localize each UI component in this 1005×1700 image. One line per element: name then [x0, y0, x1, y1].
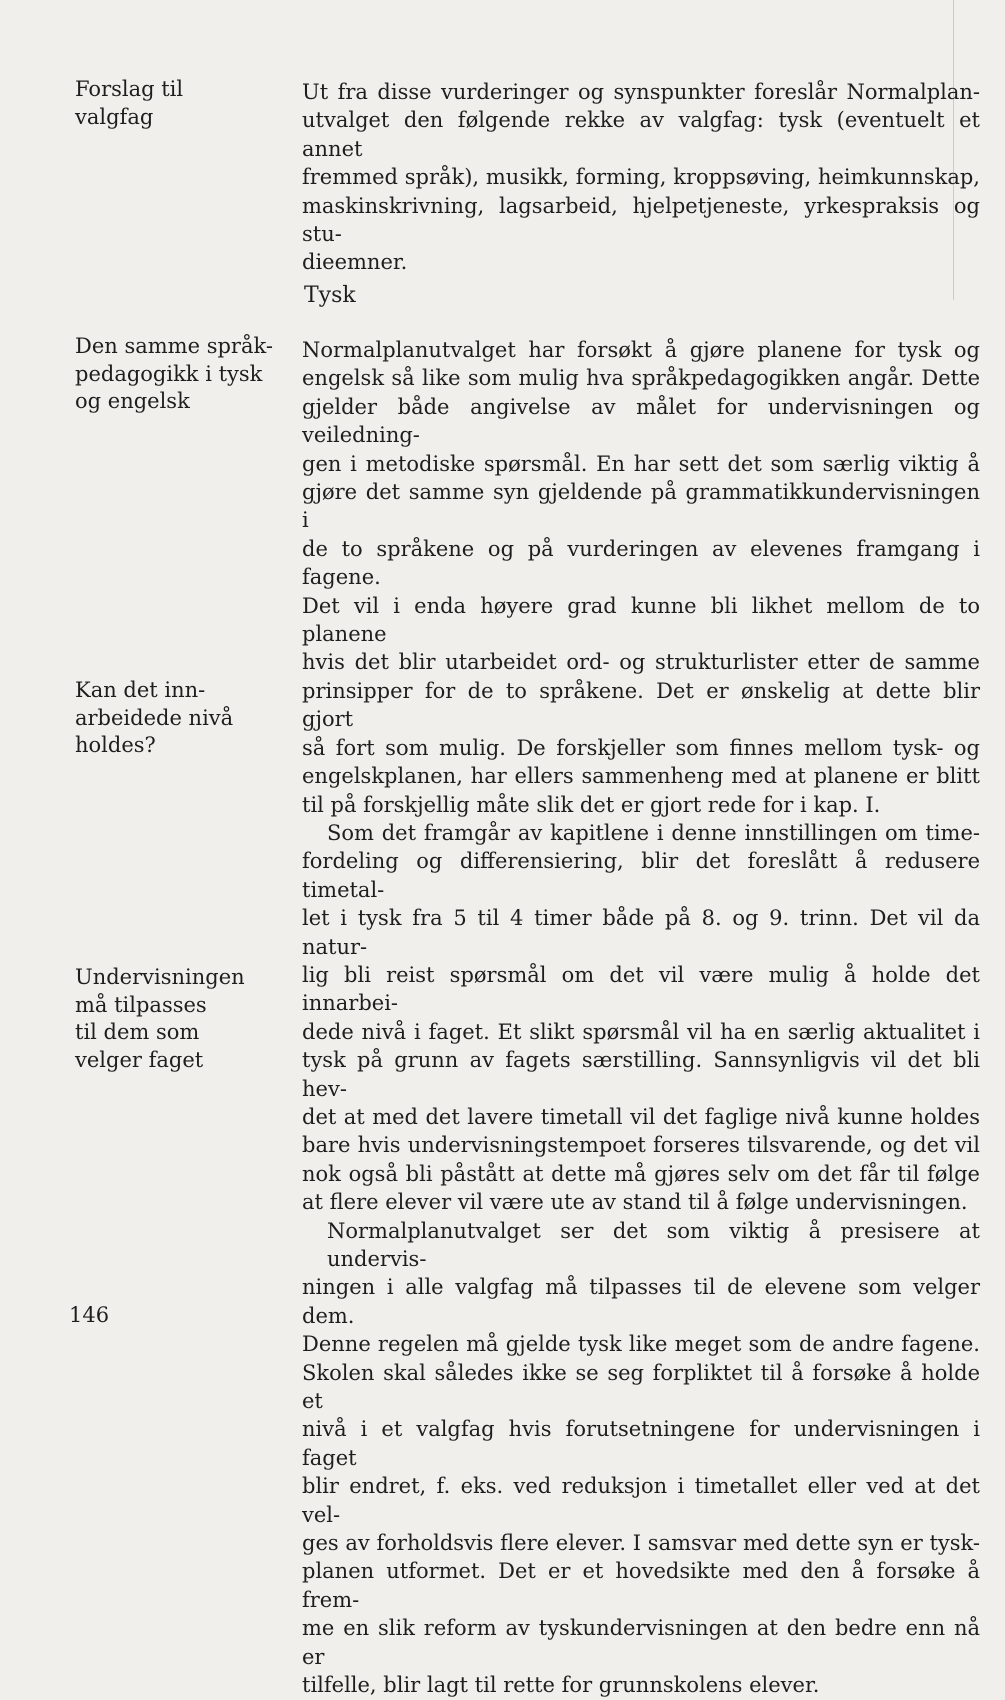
text-line: så fort som mulig. De forskjeller som finnes mellom tysk- og — [302, 735, 980, 760]
text-line: maskinskrivning, lagsarbeid, hjelpetjeneste, yrkespraksis og stu- — [302, 193, 980, 247]
paragraph-3 — [302, 1217, 980, 1700]
text-line: Ut fra disse vurderinger og synspunkter foreslår Normalplan- — [302, 80, 980, 104]
text-line: gen i metodiske spørsmål. En har sett det som særlig viktig å — [302, 451, 980, 476]
text-line: tysk på grunn av fagets særstilling. Sannsynligvis vil det bli hev- — [302, 1048, 980, 1101]
margin-note-forslag — [75, 76, 275, 131]
text-line: fordeling og differensiering, blir det foreslått å redusere timetal- — [302, 849, 980, 902]
section-heading-tysk: Tysk — [304, 283, 356, 308]
margin-note-line: valgfag — [75, 104, 154, 129]
text-line: blir endret, f. eks. ved reduksjon i timetallet eller ved at det vel- — [302, 1474, 980, 1527]
text-line: nok også bli påstått at dette må gjøres selv om det får til følge — [302, 1161, 980, 1186]
text-line: Som det framgår av kapitlene i denne innstillingen om time- — [327, 820, 980, 845]
text-line: dieemner. — [302, 250, 408, 275]
text-line: det at med det lavere timetall vil det faglige nivå kunne holdes — [302, 1104, 980, 1129]
margin-note-line: Den samme språk- — [75, 334, 273, 358]
paragraph-1 — [302, 336, 980, 819]
margin-note-line: og engelsk — [75, 389, 190, 413]
margin-note-sprakpedagogikk — [75, 333, 275, 416]
text-line: let i tysk fra 5 til 4 timer både på 8. og 9. trinn. Det vil da natur- — [302, 906, 980, 959]
page-number: 146 — [69, 1303, 110, 1327]
margin-note-line: holdes? — [75, 733, 156, 757]
margin-note-line: Kan det inn- — [75, 678, 206, 702]
text-line: gjøre det samme syn gjeldende på grammatikkundervisningen i — [302, 480, 980, 533]
text-line: planen utformet. Det er et hovedsikte med den å forsøke å frem- — [302, 1559, 980, 1612]
main-text — [302, 336, 980, 1700]
margin-note-line: pedagogikk i tysk — [75, 361, 263, 386]
margin-note-niva — [75, 677, 275, 760]
text-line: de to språkene og på vurderingen av elevenes framgang i fagene. — [302, 536, 980, 590]
paragraph-2 — [302, 819, 980, 1217]
text-line: dede nivå i faget. Et slikt spørsmål vil ha en særlig aktualitet i — [302, 1019, 980, 1044]
margin-note-line: Forslag til — [75, 77, 184, 101]
margin-note-line: Undervisningen — [75, 965, 245, 989]
text-line: ges av forholdsvis flere elever. I samsvar med dette syn er tysk- — [302, 1531, 980, 1556]
text-line: utvalget den følgende rekke av valgfag: tysk (eventuelt et annet — [302, 108, 980, 161]
text-line: Normalplanutvalget ser det som viktig å presisere at undervis- — [327, 1218, 980, 1271]
margin-note-line: til dem som — [75, 1020, 200, 1044]
text-line: prinsipper for de to språkene. Det er ønskelig at dette blir gjort — [302, 678, 980, 732]
text-line: Denne regelen må gjelde tysk like meget som de andre fagene. — [302, 1332, 980, 1357]
text-line: Skolen skal således ikke se seg forpliktet til å forsøke å holde et — [302, 1360, 980, 1414]
margin-note-line: arbeidede nivå — [75, 705, 234, 730]
text-line: hvis det blir utarbeidet ord- og strukturlister etter de samme — [302, 650, 980, 675]
text-line: til på forskjellig måte slik det er gjort rede for i kap. I. — [302, 792, 881, 817]
text-line: lig bli reist spørsmål om det vil være mulig å holde det innarbei- — [302, 962, 980, 1016]
text-line: nivå i et valgfag hvis forutsetningene for undervisningen i faget — [302, 1417, 980, 1470]
text-line: ningen i alle valgfag må tilpasses til de elevene som velger dem. — [302, 1275, 980, 1328]
text-line: engelsk så like som mulig hva språkpedagogikken angår. Dette — [302, 366, 980, 391]
margin-note-line: velger faget — [75, 1047, 204, 1072]
margin-note-tilpasses — [75, 964, 275, 1074]
text-line: fremmed språk), musikk, forming, kroppsøving, heimkunnskap, — [302, 165, 980, 190]
text-line: Normalplanutvalget har forsøkt å gjøre planene for tysk og — [302, 338, 980, 362]
text-line: at flere elever vil være ute av stand til å følge undervisningen. — [302, 1190, 968, 1215]
text-line: bare hvis undervisningstempoet forseres tilsvarende, og det vil — [302, 1133, 980, 1158]
text-line: Det vil i enda høyere grad kunne bli likhet mellom de to planene — [302, 593, 980, 647]
text-line: engelskplanen, har ellers sammenheng med at planene er blitt — [302, 764, 980, 789]
intro-paragraph — [302, 78, 980, 277]
margin-note-line: må tilpasses — [75, 992, 207, 1017]
text-line: me en slik reform av tyskundervisningen at den bedre enn nå er — [302, 1616, 980, 1669]
text-line: gjelder både angivelse av målet for undervisningen og veiledning- — [302, 394, 980, 448]
text-line: tilfelle, blir lagt til rette for grunnskolens elever. — [302, 1673, 820, 1698]
